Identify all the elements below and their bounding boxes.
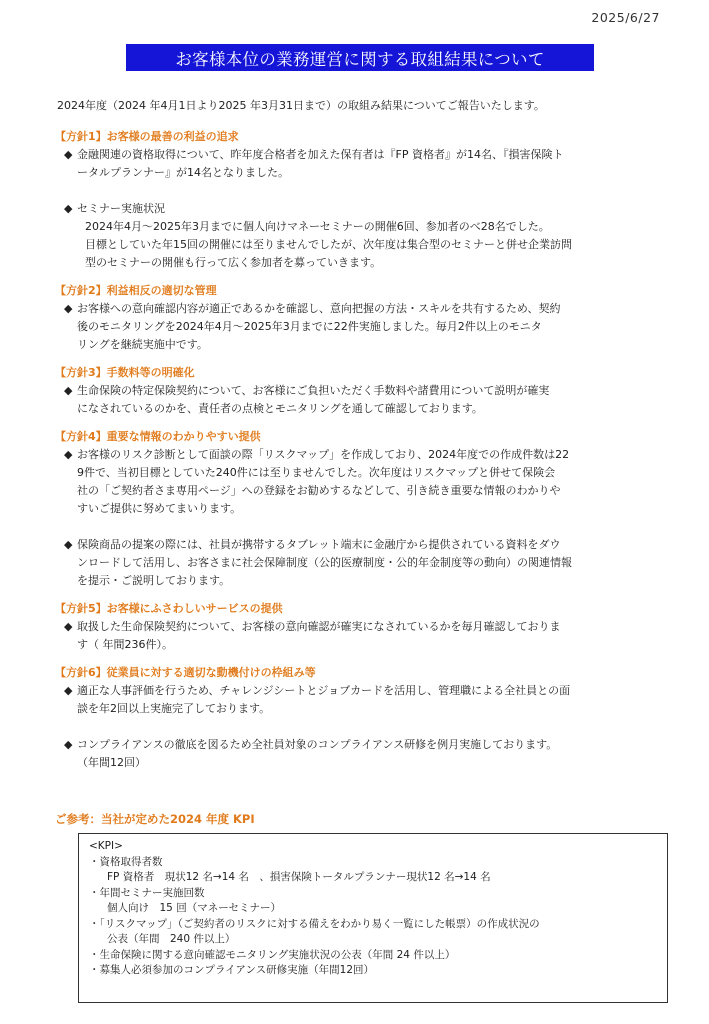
reference-heading: ご参考：当社が定めた2024 年度 KPI bbox=[55, 812, 255, 826]
diamond-bullet-icon: ◆ bbox=[64, 302, 73, 315]
item-line: （年間12回） bbox=[77, 756, 146, 769]
kpi-line: 公表（年間 240 件以上） bbox=[107, 933, 236, 945]
item-line: 型のセミナーの開催も行って広く参加者を募っていきます。 bbox=[85, 256, 382, 269]
list-item bbox=[57, 146, 665, 182]
diamond-bullet-icon: ◆ bbox=[64, 684, 73, 697]
kpi-line: ・募集人必須参加のコンプライアンス研修実施（年間12回） bbox=[89, 964, 374, 976]
list-item bbox=[57, 446, 665, 518]
diamond-bullet-icon: ◆ bbox=[64, 738, 73, 751]
item-line: 目標としていた年15回の開催には至りませんでしたが、次年度は集合型のセミナーと併せ企業訪問 bbox=[85, 238, 572, 251]
diamond-bullet-icon: ◆ bbox=[64, 620, 73, 633]
list-item bbox=[57, 618, 665, 654]
item-line: になされているのかを、責任者の点検とモニタリングを通して確認しております。 bbox=[77, 402, 483, 415]
list-item bbox=[57, 736, 665, 772]
kpi-line: ・「リスクマップ」（ご契約者のリスクに対する備えをわかり易く一覧にした帳票）の作成状況の bbox=[89, 917, 540, 930]
section-heading: 【方針1】お客様の最善の利益の追求 bbox=[55, 130, 239, 143]
diamond-bullet-icon: ◆ bbox=[64, 448, 73, 461]
document-title: お客様本位の業務運営に関する取組結果について bbox=[126, 44, 594, 71]
kpi-line: ・年間セミナー実施回数 bbox=[89, 886, 205, 899]
section-heading: 【方針4】重要な情報のわかりやすい提供 bbox=[55, 430, 261, 443]
item-line: コンプライアンスの徹底を図るため全社員対象のコンプライアンス研修を例月実施しております。 bbox=[77, 738, 558, 751]
item-line: 取扱した生命保険契約について、お客様の意向確認が確実になされているかを毎月確認しておりま bbox=[77, 620, 561, 633]
diamond-bullet-icon: ◆ bbox=[64, 538, 73, 551]
kpi-line: ・生命保険に関する意向確認モニタリング実施状況の公表（年間 24 件以上） bbox=[89, 948, 456, 961]
policy-sections bbox=[55, 128, 665, 782]
item-line: すいご提供に努めてまいります。 bbox=[77, 502, 242, 515]
policy-section-6 bbox=[55, 664, 665, 772]
list-item bbox=[57, 382, 665, 418]
item-line: 9件で、当初目標としていた240件には至りませんでした。次年度はリスクマップと併せて保険会 bbox=[77, 466, 556, 479]
item-line: 談を年2回以上実施完了しております。 bbox=[77, 702, 271, 715]
policy-section-2 bbox=[55, 282, 665, 354]
diamond-bullet-icon: ◆ bbox=[64, 148, 73, 161]
kpi-label: <KPI> bbox=[89, 840, 123, 852]
item-line: 2024年4月～2025年3月までに個人向けマネーセミナーの開催6回、参加者のべ28名でした。 bbox=[85, 220, 550, 233]
item-line: 社の「ご契約者さま専用ページ」への登録をお勧めするなどして、引き続き重要な情報のわかりや bbox=[77, 484, 561, 497]
kpi-line: ・資格取得者数 bbox=[89, 855, 163, 868]
document-date: 2025/6/27 bbox=[591, 10, 660, 25]
list-item bbox=[57, 682, 665, 718]
kpi-line: 個人向け 15 回（マネーセミナー） bbox=[107, 902, 281, 914]
item-line: 保険商品の提案の際には、社員が携帯するタブレット端末に金融庁から提供されている資料をダウ bbox=[77, 538, 561, 551]
policy-section-1 bbox=[55, 128, 665, 272]
item-line: ンロードして活用し、お客さまに社会保障制度（公的医療制度・公的年金制度等の動向）の関連情報 bbox=[77, 556, 572, 569]
section-heading: 【方針5】お客様にふさわしいサービスの提供 bbox=[55, 602, 283, 615]
kpi-box bbox=[78, 833, 668, 1003]
diamond-bullet-icon: ◆ bbox=[64, 384, 73, 397]
item-sub-text bbox=[57, 218, 665, 272]
item-line: お客様への意向確認内容が適正であるかを確認し、意向把握の方法・スキルを共有するため、契約 bbox=[77, 302, 561, 315]
item-line: 金融関連の資格取得について、昨年度合格者を加えた保有者は『FP 資格者』が14名、『損害保険ト bbox=[77, 148, 564, 161]
policy-section-4 bbox=[55, 428, 665, 590]
list-item bbox=[57, 536, 665, 590]
item-line: す（ 年間236件）。 bbox=[77, 638, 173, 651]
policy-section-5 bbox=[55, 600, 665, 654]
item-line: セミナー実施状況 bbox=[77, 202, 165, 215]
item-line: を提示・ご説明しております。 bbox=[77, 574, 231, 587]
intro-text: 2024年度（2024 年4月1日より2025 年3月31日まで）の取組み結果についてご報告いたします。 bbox=[57, 99, 545, 112]
section-heading: 【方針6】従業員に対する適切な動機付けの枠組み等 bbox=[55, 666, 316, 679]
section-heading: 【方針3】手数料等の明確化 bbox=[55, 366, 195, 379]
list-item bbox=[57, 300, 665, 354]
item-line: 生命保険の特定保険契約について、お客様にご負担いただく手数料や諸費用について説明が確実 bbox=[77, 384, 550, 397]
kpi-line: FP 資格者 現状12 名→14 名 、損害保険トータルプランナー現状12 名→14 名 bbox=[107, 871, 491, 883]
policy-section-3 bbox=[55, 364, 665, 418]
item-line: ータルプランナー』が14名となりました。 bbox=[77, 166, 289, 179]
item-line: お客様のリスク診断として面談の際「リスクマップ」を作成しており、2024年度での作成件数は22 bbox=[77, 448, 570, 461]
diamond-bullet-icon: ◆ bbox=[64, 202, 73, 215]
item-line: リングを継続実施中です。 bbox=[77, 338, 208, 351]
item-line: 適正な人事評価を行うため、チャレンジシートとジョブカードを活用し、管理職による全社員との面 bbox=[77, 684, 571, 697]
item-line: 後のモニタリングを2024年4月～2025年3月までに22件実施しました。毎月2件以上のモニタ bbox=[77, 320, 542, 333]
list-item bbox=[57, 200, 665, 218]
section-heading: 【方針2】利益相反の適切な管理 bbox=[55, 284, 217, 297]
